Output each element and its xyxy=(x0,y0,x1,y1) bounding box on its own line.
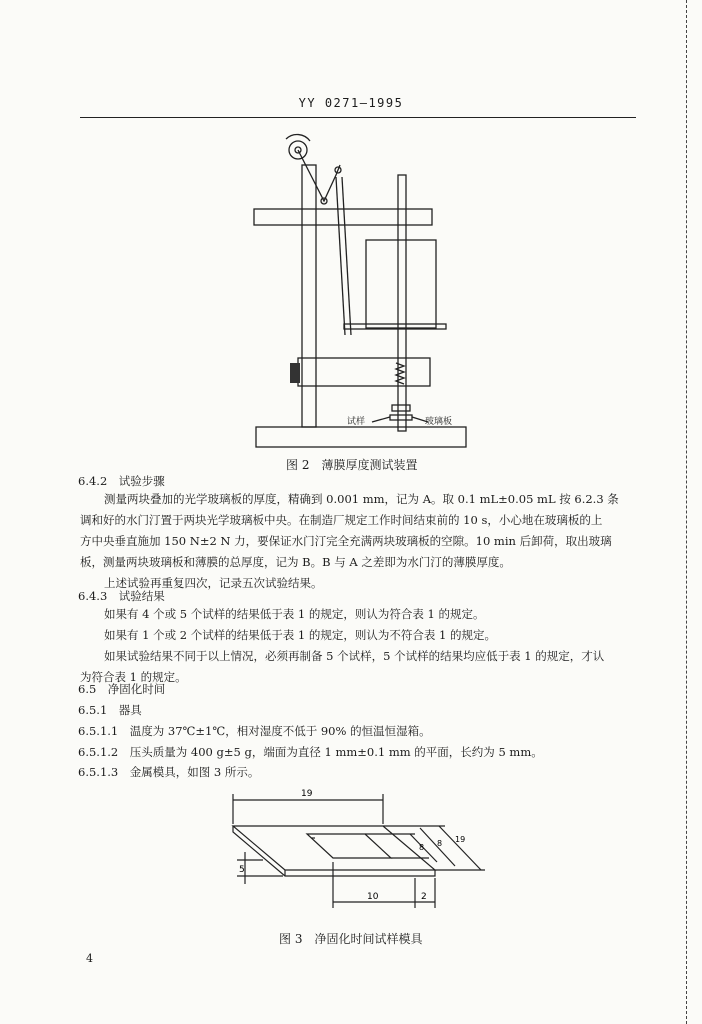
column xyxy=(302,165,316,427)
header-rule xyxy=(80,117,636,118)
section-number: 6.4.2 xyxy=(78,474,108,488)
section-6-5-1 xyxy=(78,702,142,718)
paragraph-line: 如果试验结果不同于以上情况，必须再制备 5 个试样，5 个试样的结果均应低于表 1 的规定，才认 xyxy=(104,649,605,663)
paragraph-line: 方中央垂直施加 150 N±2 N 力，要保证水门汀完全充满两块玻璃板的空隙。10 min 后卸荷，取出玻璃 xyxy=(80,534,612,548)
mould-cavity xyxy=(307,834,391,858)
glass-plate xyxy=(390,415,412,420)
figure-2-apparatus xyxy=(240,125,480,455)
section-6-4-3 xyxy=(78,588,165,604)
figure-3-caption: 图 3 净固化时间试样模具 xyxy=(279,932,423,946)
dim-b: 8 xyxy=(437,839,443,848)
dim-small: 2 xyxy=(421,892,427,902)
base-plate xyxy=(256,427,466,447)
weight-block xyxy=(366,240,436,328)
paragraph-line: 如果有 1 个或 2 个试样的结果低于表 1 的规定，则认为不符合表 1 的规定。 xyxy=(104,628,497,642)
section-number: 6.5 xyxy=(78,682,97,696)
label-sample: 试样 xyxy=(347,417,366,427)
section-number: 6.5.1 xyxy=(78,703,108,717)
section-number: 6.5.1.3 xyxy=(78,765,119,779)
dim-c: 19 xyxy=(455,835,466,844)
dim-top: 19 xyxy=(301,789,313,799)
section-number: 6.5.1.1 xyxy=(78,724,119,738)
section-title: 器具 xyxy=(118,703,142,717)
section-6-5-1-2 xyxy=(78,744,543,760)
paragraph-line: 测量两块叠加的光学玻璃板的厚度，精确到 0.001 mm，记为 A。取 0.1 mL±0.05 mL 按 6.2.3 条 xyxy=(104,492,619,506)
dim-bottom: 10 xyxy=(367,892,379,902)
page-number: 4 xyxy=(86,952,93,965)
upper-arm xyxy=(254,209,432,225)
dim-a: 8 xyxy=(419,843,425,852)
paragraph-line: 调和好的水门汀置于两块光学玻璃板中央。在制造厂规定工作时间结束前的 10 s，小心地在玻璃板的上 xyxy=(80,513,603,527)
scan-edge xyxy=(686,0,687,1024)
section-text: 温度为 37℃±1℃，相对湿度不低于 90% 的恒温恒湿箱。 xyxy=(129,724,431,738)
section-6-5-1-3 xyxy=(78,764,259,780)
standard-header: YY 0271—1995 xyxy=(298,96,404,110)
section-number: 6.4.3 xyxy=(78,589,108,603)
loading-shaft xyxy=(398,175,406,431)
figure-2-caption: 图 2 薄膜厚度测试装置 xyxy=(286,458,418,472)
section-text: 金属模具，如图 3 所示。 xyxy=(129,765,260,779)
section-6-5 xyxy=(78,681,165,697)
section-title: 试验步骤 xyxy=(118,474,165,488)
mould-plate xyxy=(233,826,435,870)
lower-arm xyxy=(298,358,430,386)
paragraph-line: 如果有 4 个或 5 个试样的结果低于表 1 的规定，则认为符合表 1 的规定。 xyxy=(104,607,485,621)
paragraph-line: 为符合表 1 的规定。 xyxy=(80,670,187,684)
specimen xyxy=(392,405,410,411)
dim-height: 5 xyxy=(239,865,245,875)
section-6-5-1-1 xyxy=(78,723,431,739)
figure-3-mould xyxy=(215,782,500,917)
section-title: 净固化时间 xyxy=(107,682,166,696)
section-6-4-2 xyxy=(78,473,165,489)
section-number: 6.5.1.2 xyxy=(78,745,119,759)
paragraph-line: 上述试验再重复四次，记录五次试验结果。 xyxy=(104,576,323,590)
section-title: 试验结果 xyxy=(118,589,165,603)
label-glass: 玻璃板 xyxy=(425,417,453,427)
paragraph-line: 板，测量两块玻璃板和薄膜的总厚度，记为 B。B 与 A 之差即为水门汀的薄膜厚度。 xyxy=(80,555,511,569)
section-text: 压头质量为 400 g±5 g，端面为直径 1 mm±0.1 mm 的平面，长约为 5 mm。 xyxy=(129,745,543,759)
